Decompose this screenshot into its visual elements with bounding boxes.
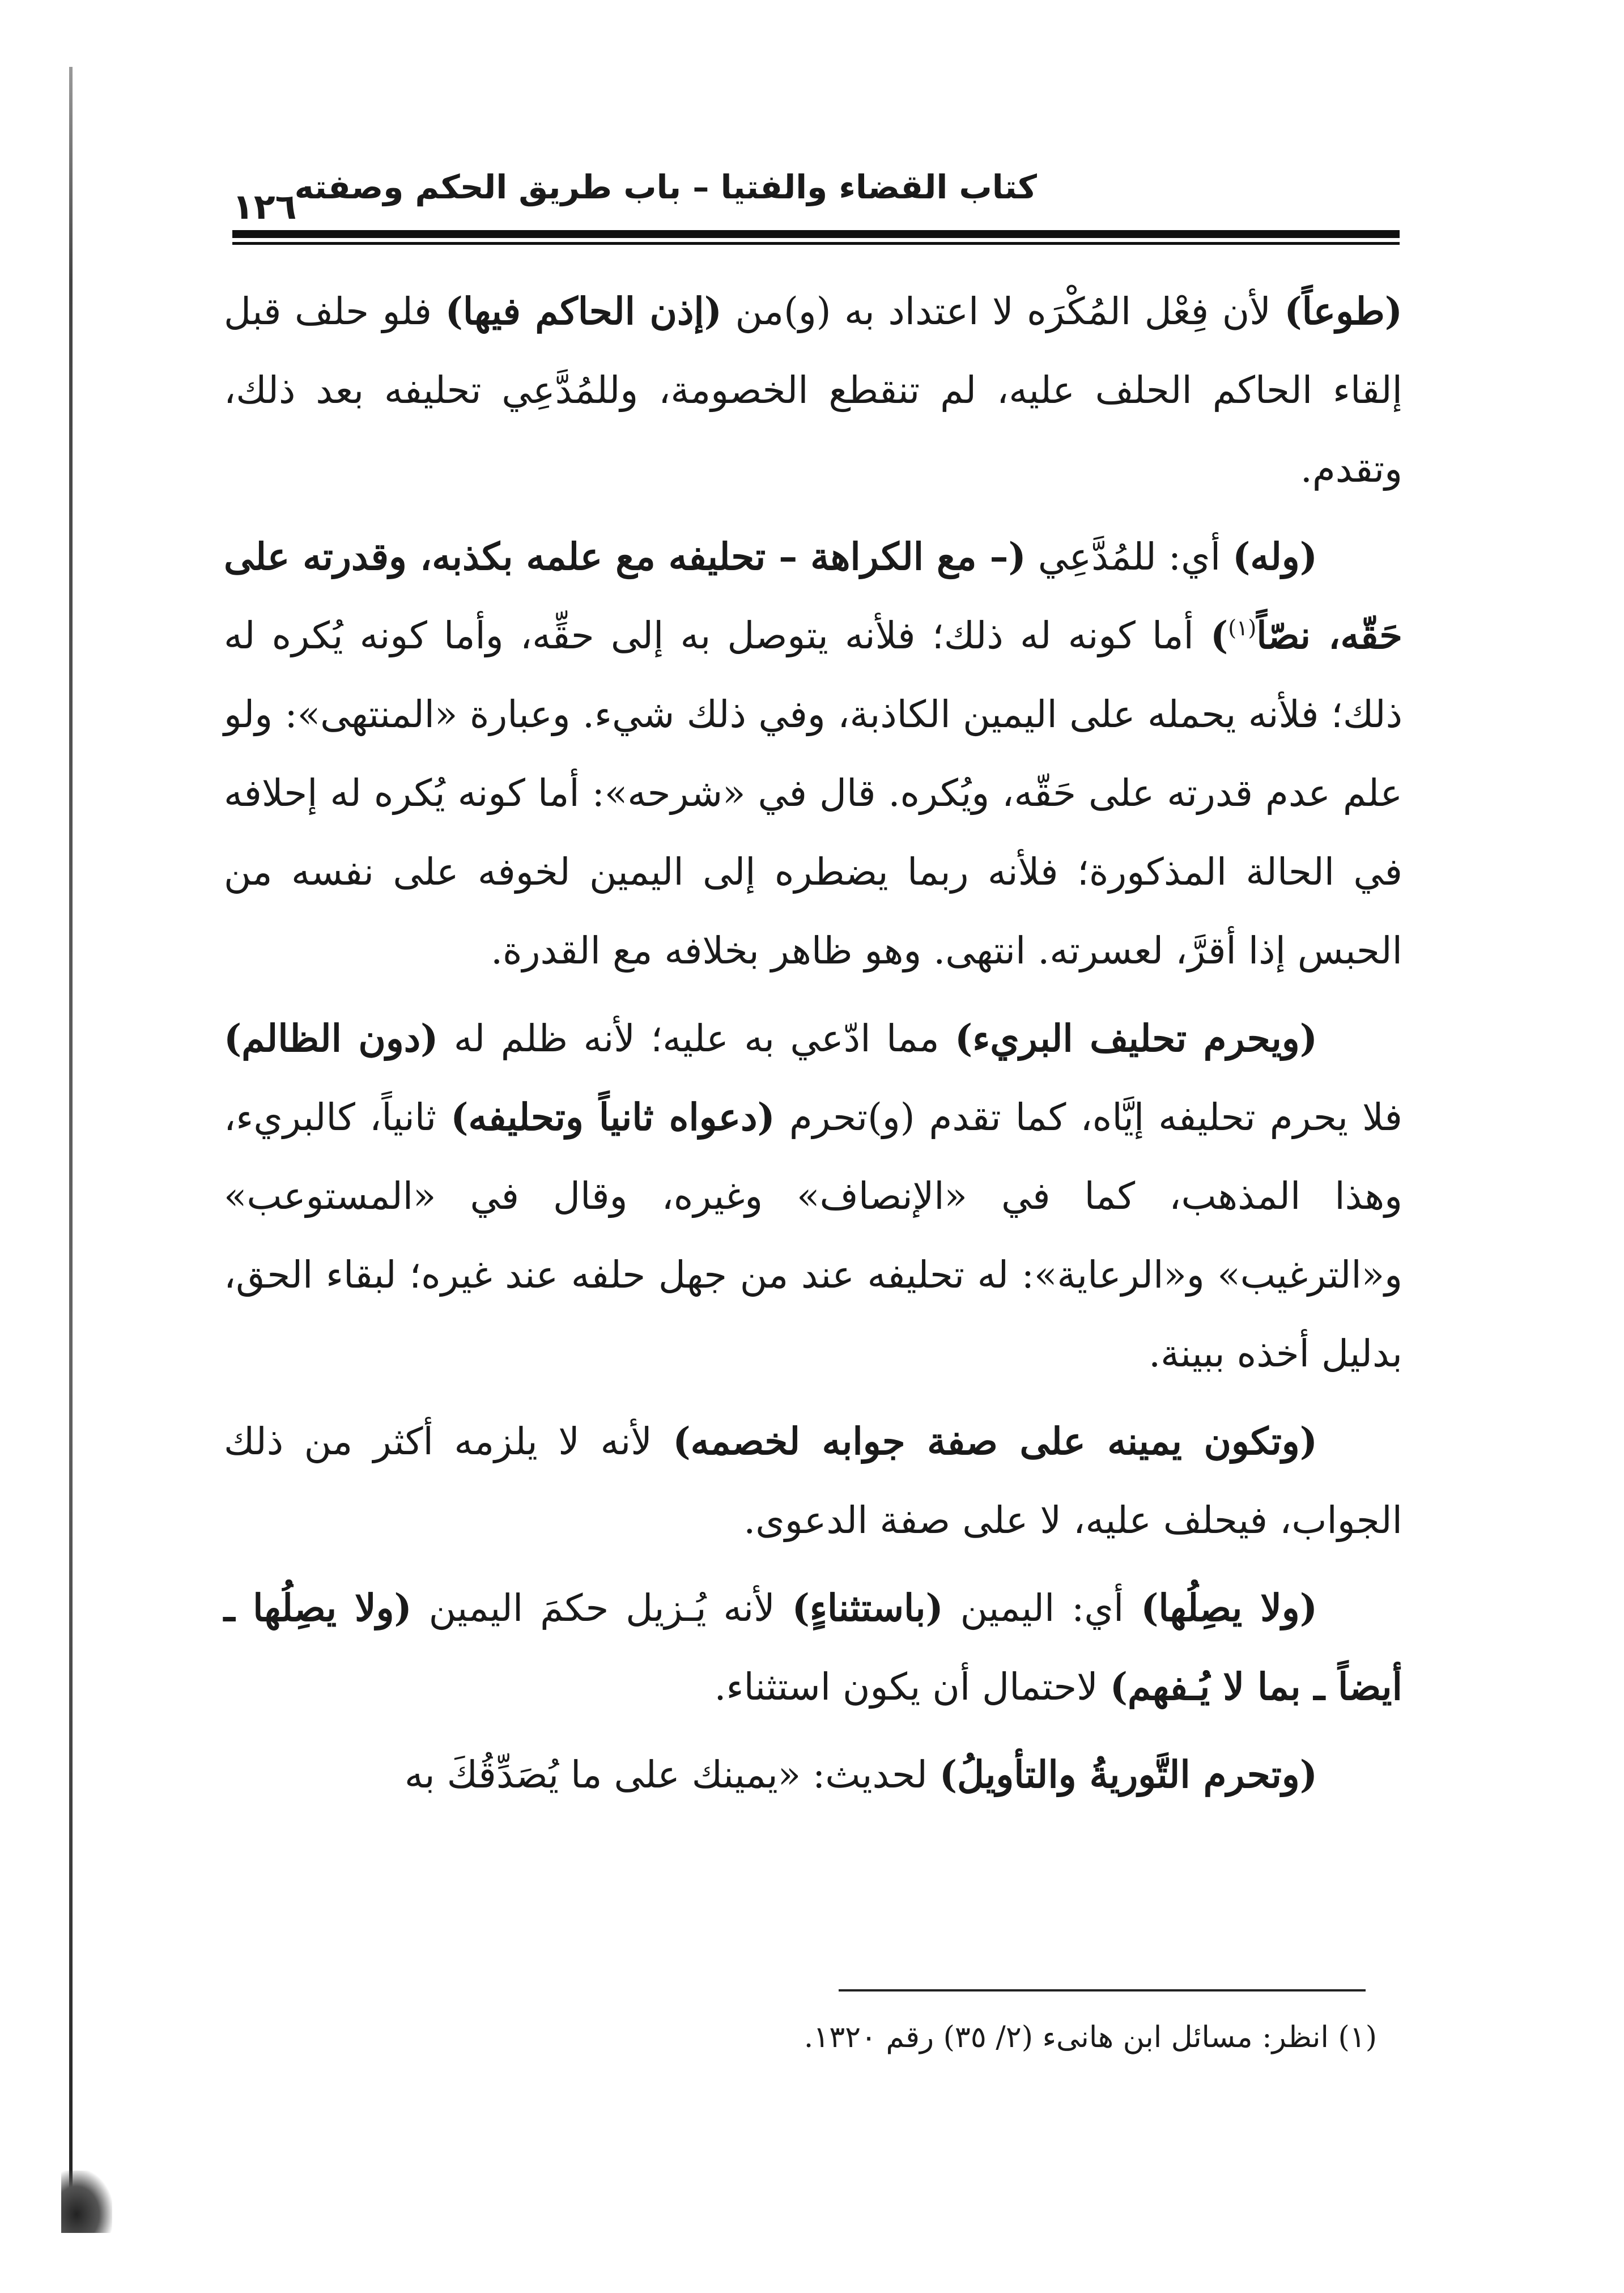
page-edge-shadow bbox=[69, 67, 73, 2209]
matn-phrase: (– مع الكراهة – تحليفه مع علمه بكذبه، وقدرته على حَقّه، نصّاً bbox=[224, 534, 1403, 657]
matn-phrase: (ولا يصِلُها ـ أيضاً ـ بما لا يُـفهم) bbox=[224, 1586, 1402, 1709]
page-corner-shadow bbox=[61, 2171, 112, 2233]
matn-phrase: (وتكون يمينه على صفة جوابه لخصمه) bbox=[673, 1419, 1317, 1463]
main-text bbox=[224, 272, 1402, 1814]
header-rule-thick bbox=[232, 230, 1400, 238]
header-rule-thin bbox=[232, 242, 1400, 245]
commentary-text: أي: للمُدَّعِي bbox=[1026, 535, 1233, 579]
matn-phrase: (ولا يصِلُها) bbox=[1141, 1586, 1317, 1630]
matn-phrase: (ويحرم تحليف البريء) bbox=[955, 1016, 1317, 1060]
matn-phrase: (طوعاً) bbox=[1284, 289, 1402, 333]
paragraph-3 bbox=[224, 999, 1402, 1393]
commentary-text: أما كونه له ذلك؛ فلأنه يتوصل به إلى حقِّه، وأما كونه يُكره له ذلك؛ فلأنه يحمله على اليمين الكاذبة، وفي ذلك شيء. وعبارة «المنتهى»: ولو علم عدم قدرته على حَقّه، ويُكره. قال في «شرحه»: أما كونه يُكره له إحلافه في الحالة المذكورة؛ فلأنه ربما يضطره إلى اليمين لخوفه على نفسه من الحبس إذا أقرَّ، لعسرته. انتهى. وهو ظاهر بخلافه مع القدرة. bbox=[224, 614, 1402, 973]
page-number: ١٢٦ bbox=[232, 186, 297, 227]
paragraph-2 bbox=[224, 517, 1402, 990]
matn-phrase: ) bbox=[1210, 613, 1228, 657]
running-header bbox=[232, 162, 1400, 252]
header-title: كتاب القضاء والفتيا – باب طريق الحكم وصفته bbox=[294, 168, 1037, 206]
matn-phrase: (باستثناءٍ) bbox=[792, 1586, 943, 1630]
matn-phrase: (دون الظالم) bbox=[224, 1016, 439, 1060]
matn-phrase: (دعواه ثانياً وتحليفه) bbox=[450, 1095, 775, 1139]
footnote-marker: (١) bbox=[1228, 615, 1257, 640]
commentary-text: فلو حلف قبل إلقاء الحاكم الحلف عليه، لم تنقطع الخصومة، وللمُدَّعِي تحليفه بعد ذلك، وتقدم. bbox=[224, 290, 1403, 491]
paragraph-6 bbox=[224, 1735, 1402, 1814]
commentary-text: مما ادّعي به عليه؛ لأنه ظلم له bbox=[438, 1017, 955, 1060]
commentary-text: أي: اليمين bbox=[943, 1586, 1141, 1630]
paragraph-4 bbox=[224, 1402, 1402, 1560]
commentary-text: ثانياً، كالبريء، وهذا المذهب، كما في «الإنصاف» وغيره، وقال في «المستوعب» و«الترغيب» و«الرعاية»: له تحليفه عند من جهل حلفه عند غيره؛ لبقاء الحق، بدليل أخذه ببينة. bbox=[224, 1095, 1402, 1375]
matn-phrase: (إذن الحاكم فيها) bbox=[445, 289, 722, 333]
paragraph-5 bbox=[224, 1569, 1402, 1726]
commentary-text: فلا يحرم تحليفه إيَّاه، كما تقدم (و)تحرم bbox=[775, 1095, 1402, 1139]
commentary-text: لحديث: «يمينك على ما يُصَدِّقُكَ به bbox=[404, 1753, 939, 1797]
matn-phrase: (وتحرم التَّوريةُ والتأويلُ) bbox=[939, 1752, 1317, 1797]
commentary-text: لأن فِعْل المُكْرَه لا اعتداد به (و)من bbox=[721, 290, 1285, 333]
footnote-separator bbox=[839, 1989, 1366, 1991]
matn-phrase: (وله) bbox=[1232, 534, 1317, 579]
commentary-text: لأنه يُـزيل حكمَ اليمين bbox=[411, 1586, 792, 1630]
commentary-text: لاحتمال أن يكون استثناء. bbox=[714, 1665, 1110, 1709]
paragraph-1 bbox=[224, 272, 1402, 508]
footnote: (١) انظر: مسائل ابن هانىء (٢/ ٣٥) رقم ١٣٢٠. bbox=[804, 2020, 1377, 2054]
commentary-text: لأنه لا يلزمه أكثر من ذلك الجواب، فيحلف عليه، لا على صفة الدعوى. bbox=[224, 1420, 1402, 1542]
